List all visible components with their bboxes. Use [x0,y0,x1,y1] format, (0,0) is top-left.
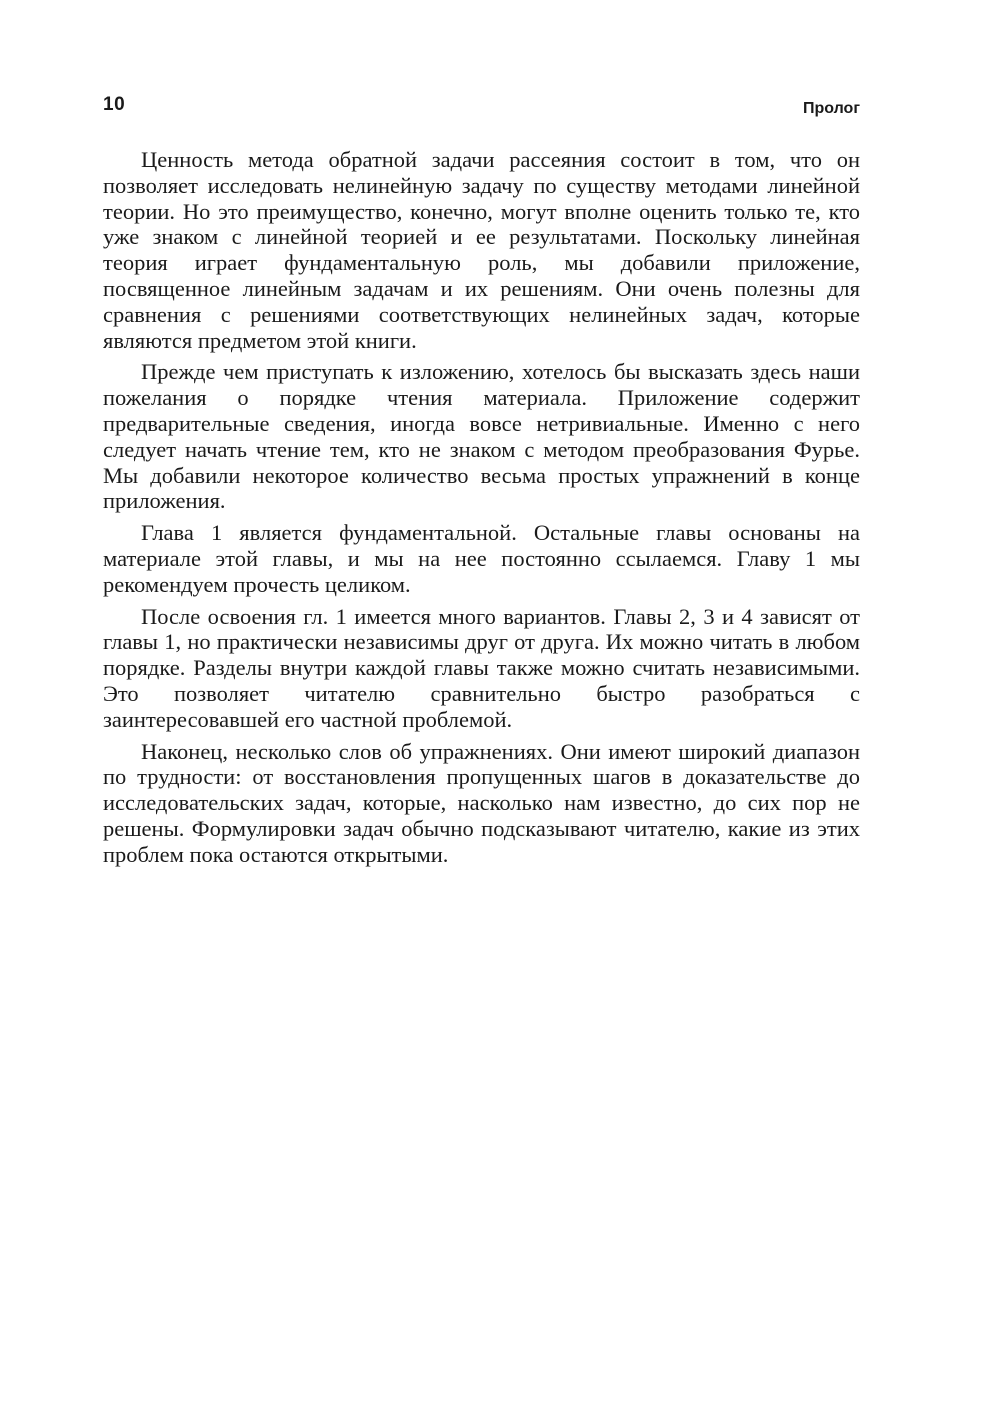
paragraph-4: После освоения гл. 1 имеется много вариантов. Главы 2, 3 и 4 зависят от главы 1, но практически независимы друг от друга. Их можно читать в любом порядке. Разделы внутри каждой главы также можно считать независимыми. Это позволяет читателю сравнительно быстро разобраться с заинтересовавшей его частной проблемой. [103,603,860,732]
paragraph-3: Глава 1 является фундаментальной. Остальные главы основаны на материале этой главы, и мы на нее постоянно ссылаемся. Главу 1 мы рекомендуем прочесть целиком. [103,520,860,597]
paragraph-1: Ценность метода обратной задачи рассеяния состоит в том, что он позволяет исследовать нелинейную задачу по существу методами линейной теории. Но это преимущество, конечно, могут вполне оценить только те, кто уже знаком с линейной теорией и ее результатами. Поскольку линейная теория играет фундаментальную роль, мы добавили приложение, посвященное линейным задачам и их решениям. Они очень полезны для сравнения с решениями соответствующих нелинейных задач, которые являются предметом этой книги. [103,147,860,353]
section-title: Пролог [802,100,860,117]
paragraph-2: Прежде чем приступать к изложению, хотелось бы высказать здесь наши пожелания о порядке чтения материала. Приложение содержит предварительные сведения, иногда вовсе нетривиальные. Именно с него следует начать чтение тем, кто не знаком с методом преобразования Фурье. Мы добавили некоторое количество весьма простых упражнений в конце приложения. [103,359,860,514]
body-text [103,147,860,874]
running-head [103,94,860,124]
page-number: 10 [103,94,126,115]
paragraph-5: Наконец, несколько слов об упражнениях. Они имеют широкий диапазон по трудности: от восстановления пропущенных шагов в доказательстве до исследовательских задач, которые, насколько нам известно, до сих пор не решены. Формулировки задач обычно подсказывают читателю, какие из этих проблем пока остаются открытыми. [103,738,860,867]
